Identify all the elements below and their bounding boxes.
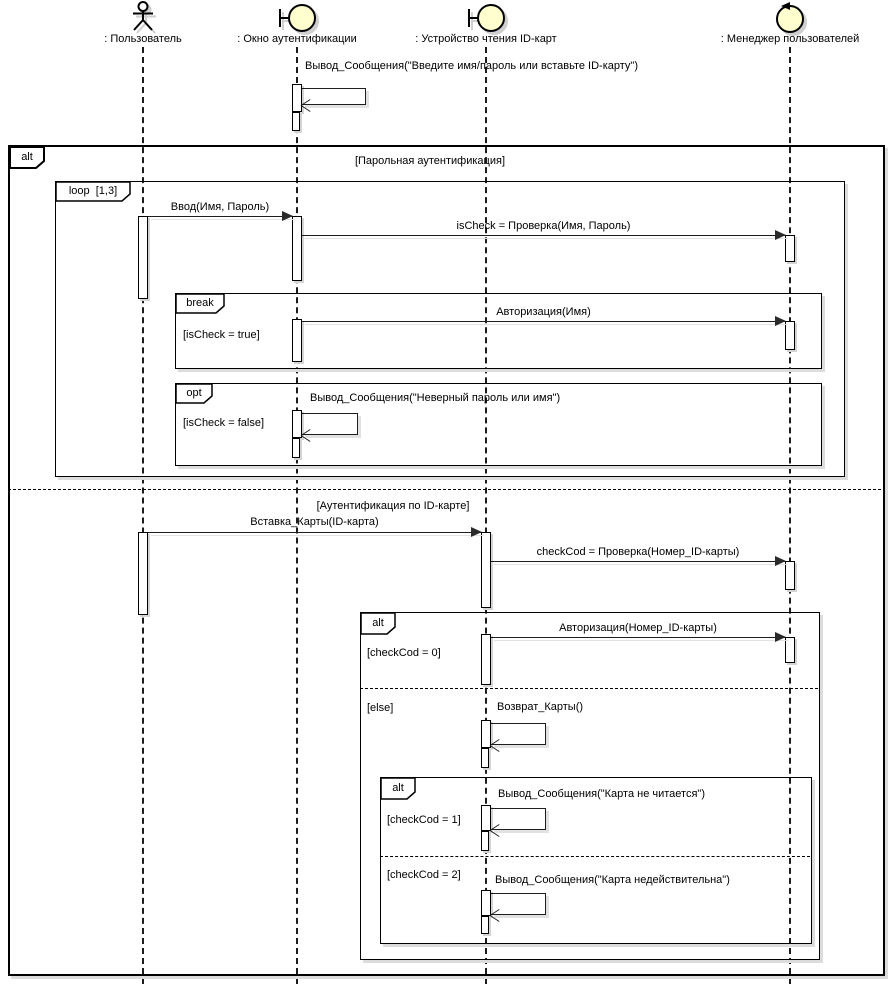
message-ischeck-verify (302, 235, 785, 236)
message-self-show-prompt (302, 88, 366, 105)
lifeline-label-auth-window: : Окно аутентификации (237, 33, 357, 45)
arrowhead-icon (471, 527, 482, 537)
activation-bar (785, 321, 795, 350)
guard-checkcod-1: [checkCod = 1] (387, 814, 461, 826)
message-authorize-name (302, 321, 785, 322)
alt-separator (360, 688, 818, 689)
fragment-operator-tab: opt (175, 383, 213, 404)
message-self-card-invalid (491, 893, 546, 915)
lifeline-label-card-reader: : Устройство чтения ID-карт (415, 33, 557, 45)
activation-bar (292, 319, 302, 362)
activation-bar (481, 831, 489, 851)
activation-bar (785, 561, 795, 590)
activation-bar (138, 216, 148, 299)
message-label-card-invalid: Вывод_Сообщения("Карта недействительна") (495, 874, 730, 886)
message-self-card-unreadable (491, 808, 546, 830)
alt-separator (8, 489, 881, 490)
fragment-alt-messages (380, 777, 812, 944)
guard-checkcod-0: [checkCod = 0] (367, 647, 441, 659)
boundary-icon-auth-window (277, 2, 317, 34)
activation-bar (481, 890, 491, 916)
message-self-wrong-password (302, 413, 358, 435)
message-input-credentials (148, 216, 292, 217)
fragment-operator-tab: break (175, 293, 225, 314)
guard-else: [else] (367, 702, 394, 714)
guard-checkcod-2: [checkCod = 2] (387, 869, 461, 881)
activation-bar (292, 216, 302, 281)
fragment-operator-tab: loop [1,3] (55, 181, 131, 202)
guard-ischeck-false: [isCheck = false] (183, 417, 265, 429)
activation-bar (292, 84, 302, 112)
arrowhead-icon (775, 632, 786, 642)
boundary-icon-card-reader (466, 2, 506, 34)
activation-bar (138, 532, 148, 615)
fragment-operator-tab: alt (380, 777, 416, 800)
message-insert-card (148, 532, 481, 533)
activation-bar (481, 532, 491, 608)
activation-bar (481, 916, 489, 934)
message-label-show-prompt: Вывод_Сообщения("Введите имя/пароль или вставьте ID-карту") (305, 60, 638, 72)
guard-idcard-auth: [Аутентификация по ID-карте] (316, 500, 470, 512)
message-label-authorize-card: Авторизация(Номер_ID-карты) (559, 622, 717, 634)
arrowhead-icon (775, 556, 786, 566)
message-label-wrong-password: Вывод_Сообщения("Неверный пароль или имя") (310, 392, 561, 404)
activation-bar (481, 748, 489, 768)
activation-bar (785, 637, 795, 663)
activation-bar (292, 112, 300, 131)
activation-bar (481, 634, 491, 685)
message-authorize-card (491, 637, 785, 638)
lifeline-label-user-manager: : Менеджер пользователей (720, 33, 860, 45)
message-label-input-credentials: Ввод(Имя, Пароль) (170, 201, 270, 213)
fragment-break (175, 293, 822, 369)
lifeline-label-user: : Пользователь (104, 33, 182, 45)
activation-bar (481, 805, 491, 831)
arrowhead-icon (775, 316, 786, 326)
message-label-card-unreadable: Вывод_Сообщения("Карта не читается") (498, 788, 705, 800)
message-label-authorize-name: Авторизация(Имя) (496, 306, 591, 318)
control-icon-user-manager (772, 0, 808, 34)
message-label-checkcod-verify: checkCod = Проверка(Номер_ID-карты) (536, 546, 740, 558)
guard-ischeck-true: [isCheck = true] (183, 329, 260, 341)
activation-bar (292, 438, 300, 458)
message-self-return-card (491, 723, 546, 745)
activation-bar (785, 235, 795, 262)
alt-separator (380, 856, 810, 857)
message-label-ischeck-verify: isCheck = Проверка(Имя, Пароль) (456, 220, 631, 232)
message-checkcod-verify (491, 561, 785, 562)
actor-icon (130, 1, 156, 32)
arrowhead-icon (775, 230, 786, 240)
message-label-insert-card: Вставка_Карты(ID-карта) (250, 516, 379, 528)
guard-password-auth: [Парольная аутентификация] (354, 155, 506, 167)
fragment-operator-tab: alt (360, 612, 396, 635)
arrowhead-icon (282, 211, 293, 221)
message-label-return-card: Возврат_Карты() (497, 701, 584, 713)
fragment-operator-tab: alt (9, 146, 45, 169)
